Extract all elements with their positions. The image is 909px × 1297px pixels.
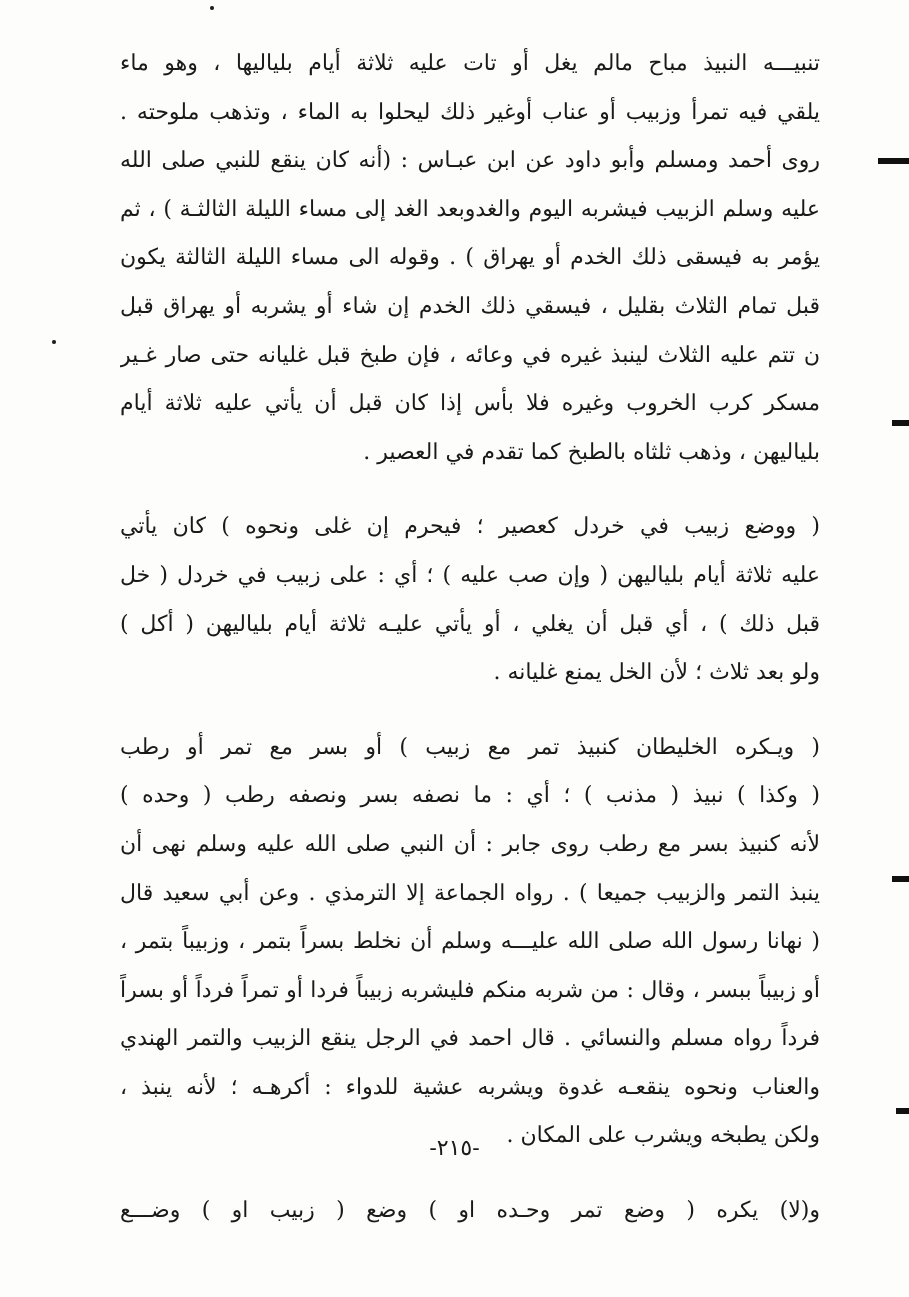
paragraph-1	[120, 40, 820, 477]
text-line: ن تتم عليه الثلاث لينبذ غيره في وعائه ، فإن طبخ قبل غليانه حتى صار غـير	[120, 342, 820, 368]
text-line: ولو بعد ثلاث ؛ لأن الخل يمنع غليانه .	[493, 660, 820, 686]
text-line: مسكر كرب الخروب وغيره فلا بأس إذا كان قبل أن يأتي عليه ثلاثة أيام	[120, 391, 820, 417]
text-line: عليه ثلاثة أيام بلياليهن ( وإن صب عليه ) ؛ أي : على زبيب في خردل ( خل	[120, 562, 820, 588]
text-line: ( وكذا ) نبيذ ( مذنب ) ؛ أي : ما نصفه بسر ونصفه رطب ( وحده )	[120, 783, 820, 809]
scan-speck	[210, 6, 214, 10]
text-line: قبل ذلك ) ، أي قبل أن يغلي ، أو يأتي عليـه ثلاثة أيام بلياليهن ( أكل )	[120, 611, 820, 637]
paragraph-2	[120, 503, 820, 697]
page-number: -٢١٥-	[429, 1136, 480, 1161]
scan-edge-mark	[892, 876, 909, 882]
text-line: ( ويـكره الخليطان كنبيذ تمر مع زبيب ) أو بسر مع تمر أو رطب	[120, 734, 820, 760]
text-line: والعناب ونحوه ينقعـه غدوة ويشربه عشية للدواء : أكرهـه ؛ لأنه ينبذ ،	[120, 1074, 820, 1100]
paragraph-3	[120, 724, 820, 1161]
scan-speck	[52, 340, 56, 344]
text-line: ( ووضع زبيب في خردل كعصير ؛ فيحرم إن غلى ونحوه ) كان يأتي	[120, 514, 820, 540]
text-line: و(لا) يكره ( وضع تمر وحـده او ) وضع ( زبيب او ) وضـــع	[120, 1198, 820, 1224]
text-line: لأنه كنبيذ بسر مع رطب روى جابر : أن النبي صلى الله عليه وسلم نهى أن	[120, 831, 820, 857]
body-text	[120, 40, 820, 1236]
scan-edge-mark	[892, 420, 909, 426]
text-line: تنبيـــه النبيذ مباح مالم يغل أو تات عليه ثلاثة أيام بلياليها ، وهو ماء	[120, 51, 820, 76]
scan-edge-mark	[878, 158, 909, 164]
text-line: قبل تمام الثلاث بقليل ، فيسقي ذلك الخدم إن شاء أو يشربه أو يهراق قبل	[120, 293, 820, 319]
text-line: عليه وسلم الزبيب فيشربه اليوم والغدوبعد الغد إلى مساء الليلة الثالثـة ) ، ثم	[120, 196, 820, 222]
text-line: ولكن يطبخه ويشرب على المكان .	[506, 1123, 820, 1149]
text-line: يؤمر به فيسقى ذلك الخدم أو يهراق ) . وقوله الى مساء الليلة الثالثة يكون	[120, 245, 820, 271]
scan-edge-mark	[896, 1108, 909, 1114]
text-line: ( نهانا رسول الله صلى الله عليـــه وسلم أن نخلط بسراً بتمر ، وزبيباً بتمر ،	[120, 929, 820, 955]
text-line: يلقي فيه تمرأ وزبيب أو عناب أوغير ذلك ليحلوا به الماء ، وتذهب ملوحته .	[120, 99, 820, 125]
text-line: فرداً رواه مسلم والنسائي . قال احمد في الرجل ينقع الزبيب والتمر الهندي	[120, 1026, 820, 1052]
text-line: بلياليهن ، وذهب ثلثاه بالطبخ كما تقدم في العصير .	[363, 439, 820, 465]
text-line: أو زبيباً ببسر ، وقال : من شربه منكم فليشربه زبيباً فردا أو تمراً فرداً أو بسراً	[120, 977, 820, 1003]
text-line: ينبذ التمر والزبيب جميعا ) . رواه الجماعة إلا الترمذي . وعن أبي سعيد قال	[120, 880, 820, 906]
text-line: روى أحمد ومسلم وأبو داود عن ابن عبـاس : (أنه كان ينقع للنبي صلى الله	[120, 148, 820, 174]
paragraph-4	[120, 1187, 820, 1236]
